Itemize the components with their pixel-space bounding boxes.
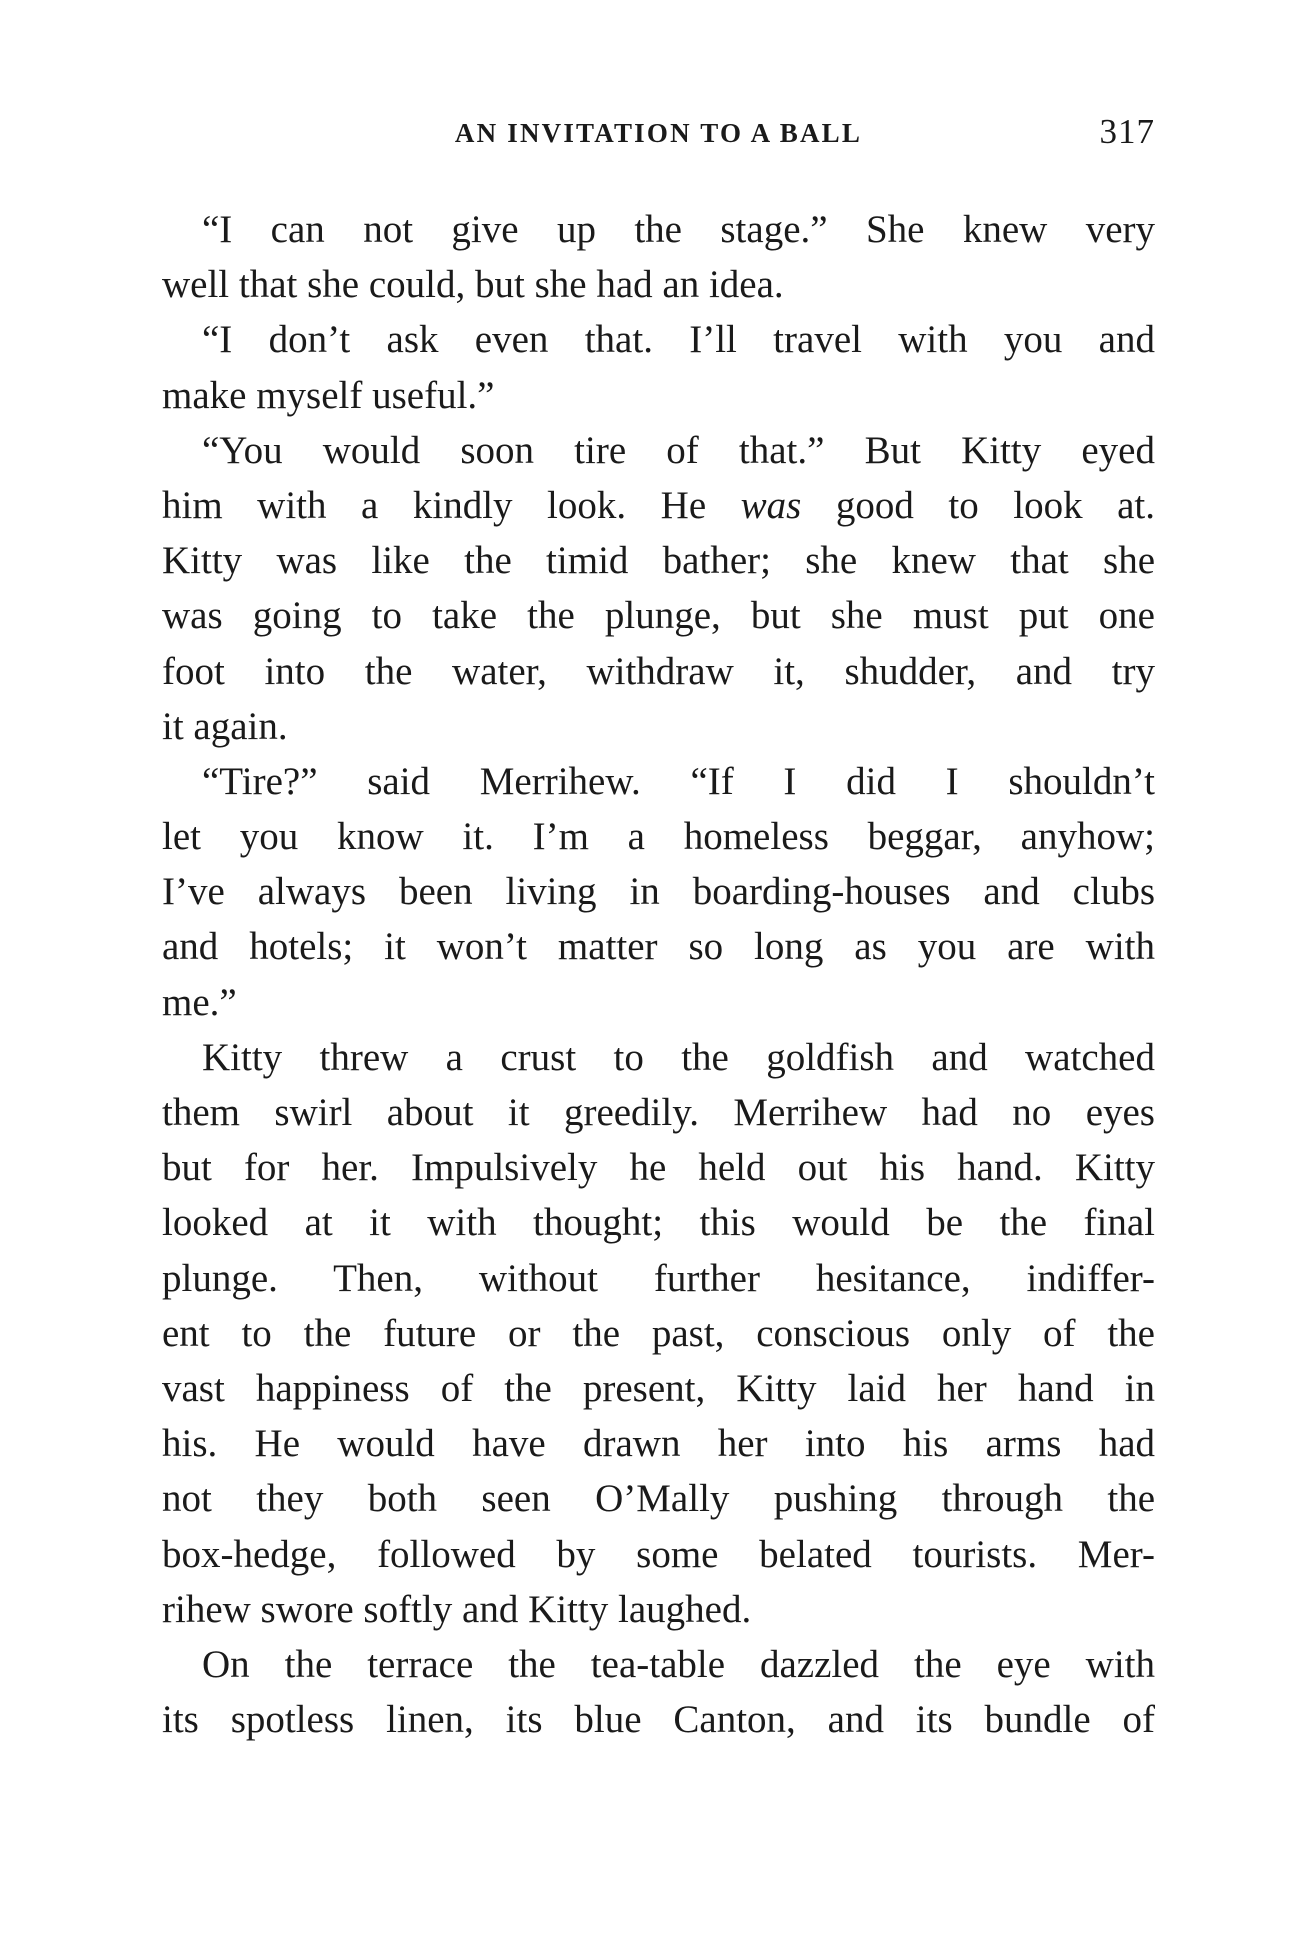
text-line: it again. (162, 704, 288, 748)
text-line: vast happiness of the present, Kitty laid her hand in (162, 1366, 1155, 1410)
text-segment: him with a kindly look. He (162, 483, 741, 527)
text-line: I’ve always been living in boarding-houses and clubs (162, 870, 1155, 914)
text-line: me.” (162, 980, 237, 1024)
emphasized-word: was (740, 483, 802, 527)
text-line: “I don’t ask even that. I’ll travel with you and (202, 318, 1155, 362)
text-line: let you know it. I’m a homeless beggar, anyhow; (162, 815, 1155, 859)
running-title: AN INVITATION TO A BALL (454, 118, 863, 148)
text-line: rihew swore softly and Kitty laughed. (162, 1587, 752, 1631)
body-text (162, 202, 1155, 1747)
text-line: Kitty threw a crust to the goldfish and watched (202, 1035, 1155, 1079)
text-line: looked at it with thought; this would be the final (162, 1201, 1155, 1245)
text-line (162, 478, 1155, 533)
text-line: box-hedge, followed by some belated tourists. Mer- (162, 1532, 1155, 1576)
text-line: “You would soon tire of that.” But Kitty eyed (202, 428, 1155, 472)
book-page (162, 100, 1155, 1900)
text-line: them swirl about it greedily. Merrihew had no eyes (162, 1091, 1155, 1134)
text-segment: good to look at. (801, 483, 1155, 527)
text-line: and hotels; it won’t matter so long as you are with (162, 925, 1155, 969)
text-line: foot into the water, withdraw it, shudder, and try (162, 649, 1155, 693)
text-line: well that she could, but she had an idea. (162, 263, 784, 307)
text-line: Kitty was like the timid bather; she knew that she (162, 539, 1155, 583)
text-line: ent to the future or the past, conscious only of the (162, 1311, 1155, 1355)
page-number: 317 (1099, 112, 1155, 151)
text-line: On the terrace the tea-table dazzled the eye with (202, 1642, 1155, 1686)
text-line: but for her. Impulsively he held out his hand. Kitty (162, 1146, 1155, 1190)
text-line: “Tire?” said Merrihew. “If I did I shouldn’t (202, 759, 1155, 803)
text-line: not they both seen O’Mally pushing through the (162, 1477, 1155, 1521)
text-line: plunge. Then, without further hesitance, indiffer- (162, 1256, 1155, 1300)
text-line: his. He would have drawn her into his arms had (162, 1422, 1155, 1466)
text-line: “I can not give up the stage.” She knew very (202, 208, 1155, 251)
text-line: its spotless linen, its blue Canton, and its bundle of (162, 1698, 1155, 1742)
running-head (162, 100, 1155, 162)
text-line: make myself useful.” (162, 373, 495, 417)
text-line: was going to take the plunge, but she must put one (162, 594, 1155, 638)
